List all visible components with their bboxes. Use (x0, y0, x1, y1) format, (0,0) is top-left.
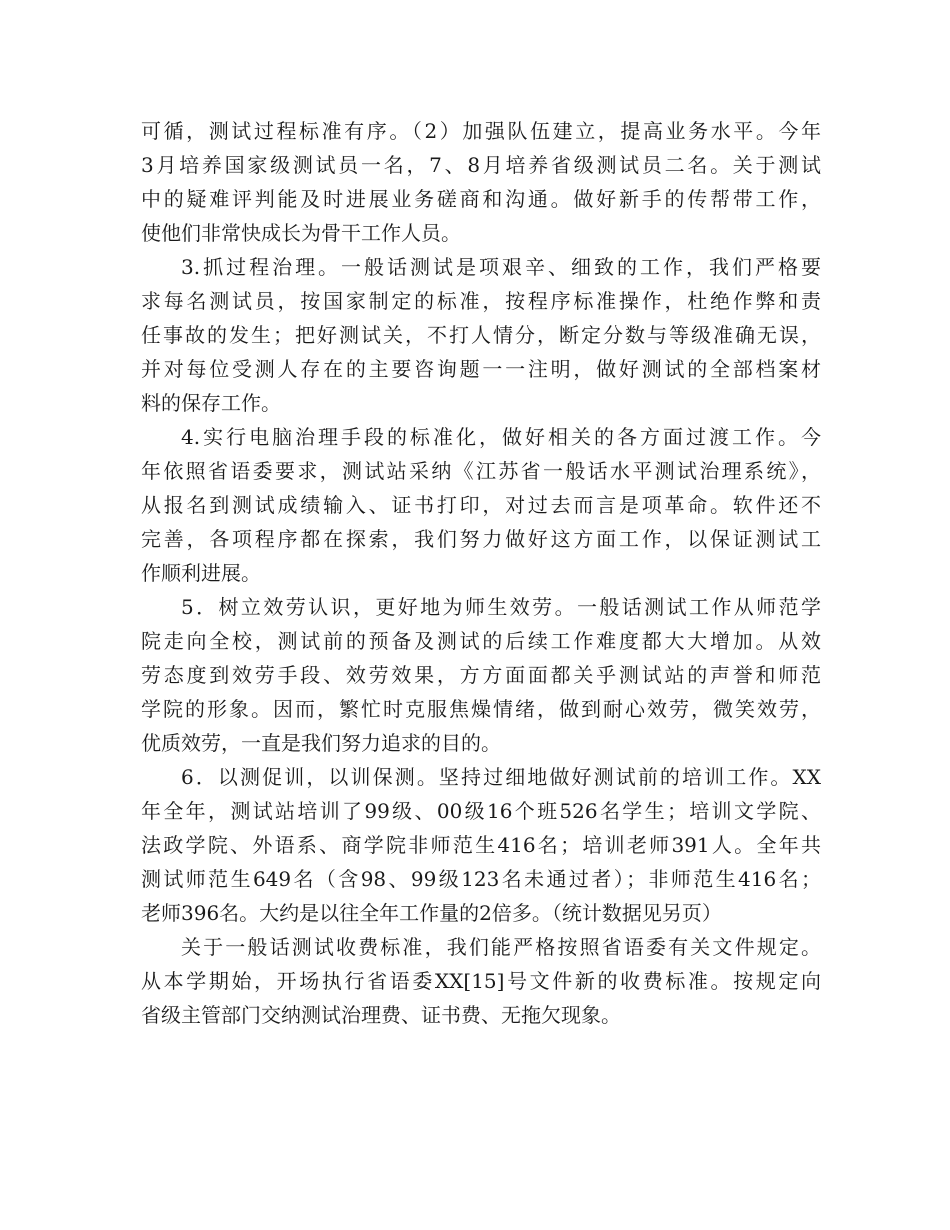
text-line: 劳态度到效劳手段、效劳效果，方方面面都关乎测试站的声誉和师范 (141, 663, 821, 687)
text-line: 作顺利进展。 (141, 561, 261, 585)
text-line: 省级主管部门交纳测试治理费、证书费、无拖欠现象。 (141, 1003, 621, 1027)
paragraph-first-line: 5．树立效劳认识，更好地为师生效劳。一般话测试工作从师范学 (181, 595, 821, 619)
paragraph-first-line: 3.抓过程治理。一般话测试是项艰辛、细致的工作，我们严格要 (181, 255, 821, 279)
text-line: 求每名测试员，按国家制定的标准，按程序标准操作，杜绝作弊和责 (141, 289, 821, 313)
text-line: 完善，各项程序都在探索，我们努力做好这方面工作，以保证测试工 (141, 527, 821, 551)
text-line: 法政学院、外语系、商学院非师范生416名；培训老师391人。全年共 (141, 833, 821, 857)
text-line: 院走向全校，测试前的预备及测试的后续工作难度都大大增加。从效 (141, 629, 821, 653)
text-line: 可循，测试过程标准有序。（2）加强队伍建立，提高业务水平。今年 (141, 119, 821, 143)
text-line: 中的疑难评判能及时进展业务磋商和沟通。做好新手的传帮带工作， (141, 187, 821, 211)
text-line: 3月培养国家级测试员一名，7、8月培养省级测试员二名。关于测试 (141, 153, 821, 177)
text-line: 从本学期始，开场执行省语委XX[15]号文件新的收费标准。按规定向 (141, 969, 821, 993)
text-line: 并对每位受测人存在的主要咨询题一一注明，做好测试的全部档案材 (141, 357, 821, 381)
text-line: 优质效劳，一直是我们努力追求的目的。 (141, 731, 501, 755)
text-line: 年全年，测试站培训了99级、00级16个班526名学生；培训文学院、 (141, 799, 821, 823)
paragraph-first-line: 4.实行电脑治理手段的标准化，做好相关的各方面过渡工作。今 (181, 425, 821, 449)
text-line: 从报名到测试成绩输入、证书打印，对过去而言是项革命。软件还不 (141, 493, 821, 517)
text-line: 老师396名。大约是以往全年工作量的2倍多。（统计数据见另页） (141, 901, 722, 925)
text-line: 学院的形象。因而，繁忙时克服焦燥情绪，做到耐心效劳，微笑效劳， (141, 697, 821, 721)
document-body (141, 114, 821, 1032)
text-line: 料的保存工作。 (141, 391, 281, 415)
text-line: 年依照省语委要求，测试站采纳《江苏省一般话水平测试治理系统》， (141, 459, 821, 483)
paragraph-first-line: 6．以测促训，以训保测。坚持过细地做好测试前的培训工作。XX (181, 765, 821, 789)
text-line: 测试师范生649名（含98、99级123名未通过者）；非师范生416名； (141, 867, 821, 891)
text-line: 任事故的发生；把好测试关，不打人情分，断定分数与等级准确无误， (141, 323, 821, 347)
text-line: 使他们非常快成长为骨干工作人员。 (141, 221, 461, 245)
paragraph-first-line: 关于一般话测试收费标准，我们能严格按照省语委有关文件规定。 (181, 935, 821, 959)
